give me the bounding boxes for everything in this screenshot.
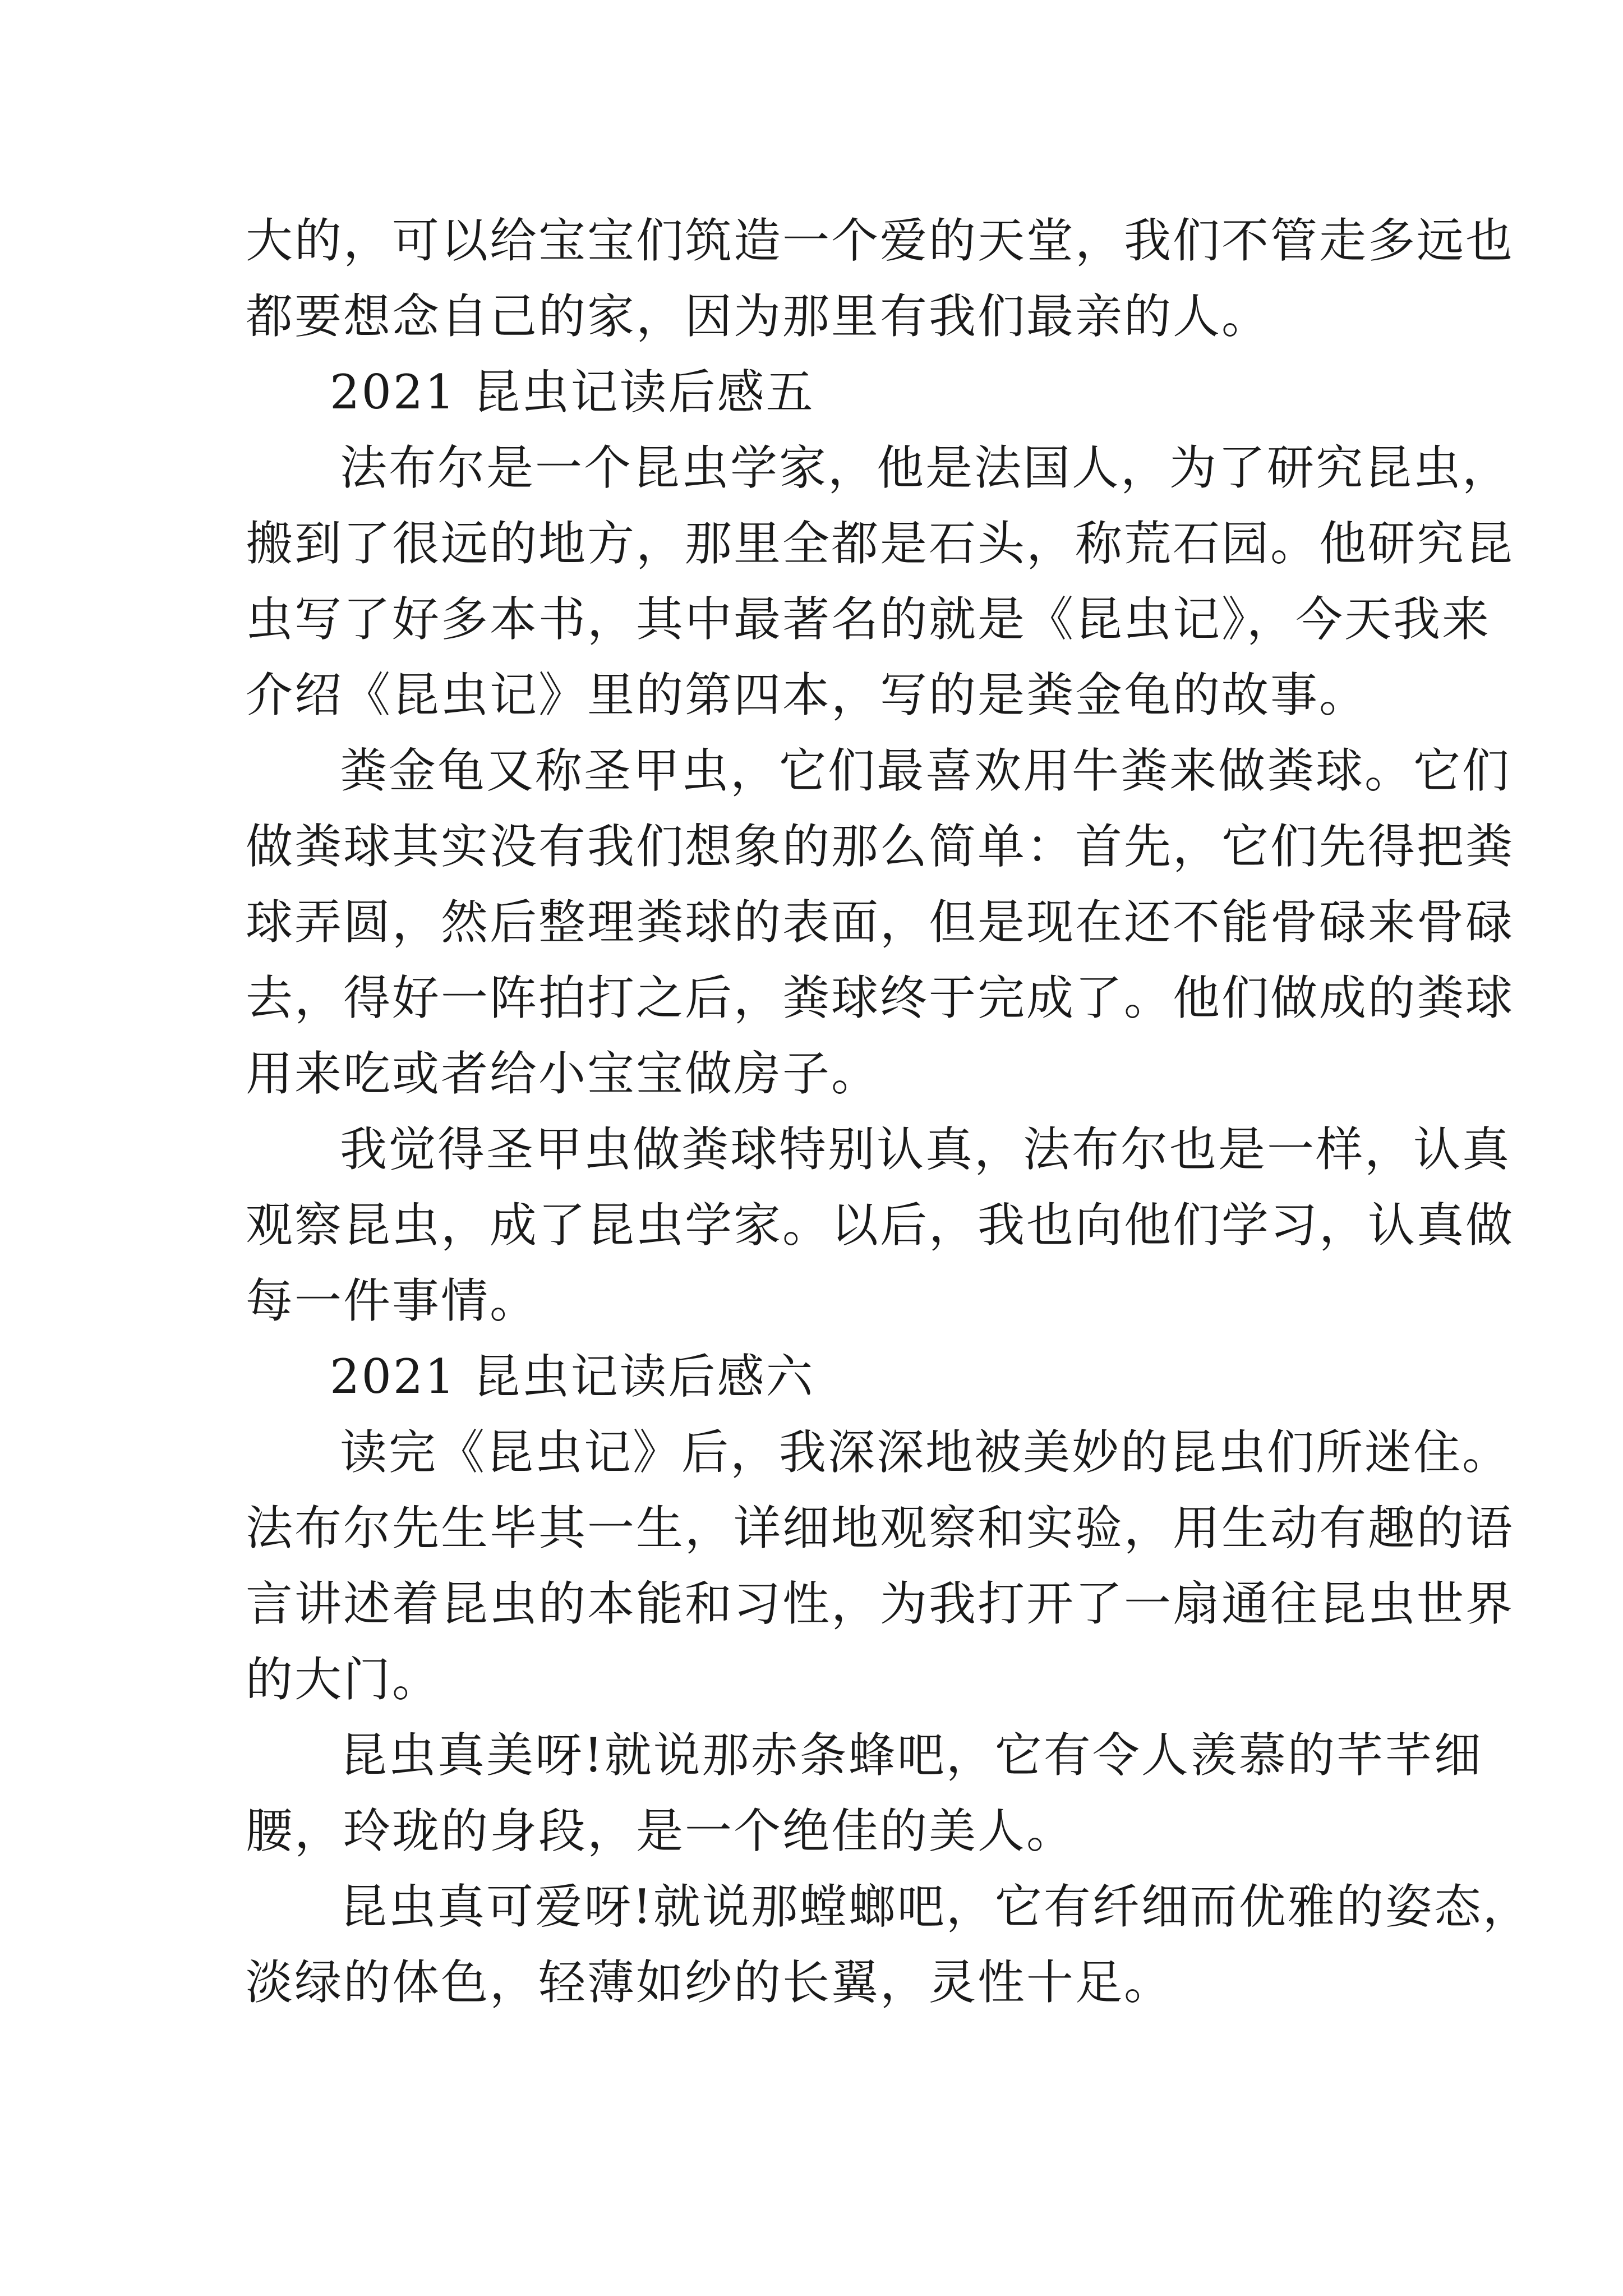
- text-line: 虫写了好多本书，其中最著名的就是《昆虫记》，今天我来: [246, 592, 1491, 647]
- paragraph-first-line: 昆虫真美呀!就说那赤条蜂吧，它有令人羡慕的芊芊细: [340, 1728, 1483, 1783]
- paragraph-first-line: 昆虫真可爱呀!就说那螳螂吧，它有纤细而优雅的姿态，: [340, 1879, 1532, 1934]
- text-line: 用来吃或者给小宝宝做房子。: [246, 1046, 880, 1101]
- text-line: 都要想念自己的家，因为那里有我们最亲的人。: [246, 289, 1271, 344]
- text-line: 球弄圆，然后整理粪球的表面，但是现在还不能骨碌来骨碌: [246, 895, 1515, 950]
- text-line: 搬到了很远的地方，那里全都是石头，称荒石园。他研究昆: [246, 516, 1515, 571]
- text-line: 大的，可以给宝宝们筑造一个爱的天堂，我们不管走多远也: [246, 213, 1515, 268]
- paragraph-first-line: 粪金龟又称圣甲虫，它们最喜欢用牛粪来做粪球。它们: [340, 743, 1511, 798]
- paragraph-first-line: 法布尔是一个昆虫学家，他是法国人，为了研究昆虫，: [340, 440, 1511, 495]
- document-body: [246, 203, 1532, 2021]
- text-line: 言讲述着昆虫的本能和习性，为我打开了一扇通往昆虫世界: [246, 1576, 1515, 1631]
- text-line: 每一件事情。: [246, 1273, 539, 1328]
- section-heading: 2021 昆虫记读后感五: [330, 365, 815, 420]
- text-line: 的大门。: [246, 1652, 441, 1707]
- section-heading: 2021 昆虫记读后感六: [330, 1349, 815, 1404]
- text-line: 去，得好一阵拍打之后，粪球终于完成了。他们做成的粪球: [246, 970, 1515, 1025]
- paragraph-first-line: 读完《昆虫记》后，我深深地被美妙的昆虫们所迷住。: [340, 1425, 1511, 1480]
- text-line: 腰，玲珑的身段，是一个绝佳的美人。: [246, 1803, 1076, 1858]
- text-line: 淡绿的体色，轻薄如纱的长翼，灵性十足。: [246, 1955, 1173, 2010]
- text-line: 做粪球其实没有我们想象的那么简单：首先，它们先得把粪: [246, 819, 1515, 874]
- paragraph-first-line: 我觉得圣甲虫做粪球特别认真，法布尔也是一样，认真: [340, 1122, 1511, 1177]
- text-line: 观察昆虫，成了昆虫学家。以后，我也向他们学习，认真做: [246, 1198, 1515, 1253]
- text-line: 法布尔先生毕其一生，详细地观察和实验，用生动有趣的语: [246, 1501, 1515, 1556]
- text-line: 介绍《昆虫记》里的第四本，写的是粪金龟的故事。: [246, 668, 1368, 723]
